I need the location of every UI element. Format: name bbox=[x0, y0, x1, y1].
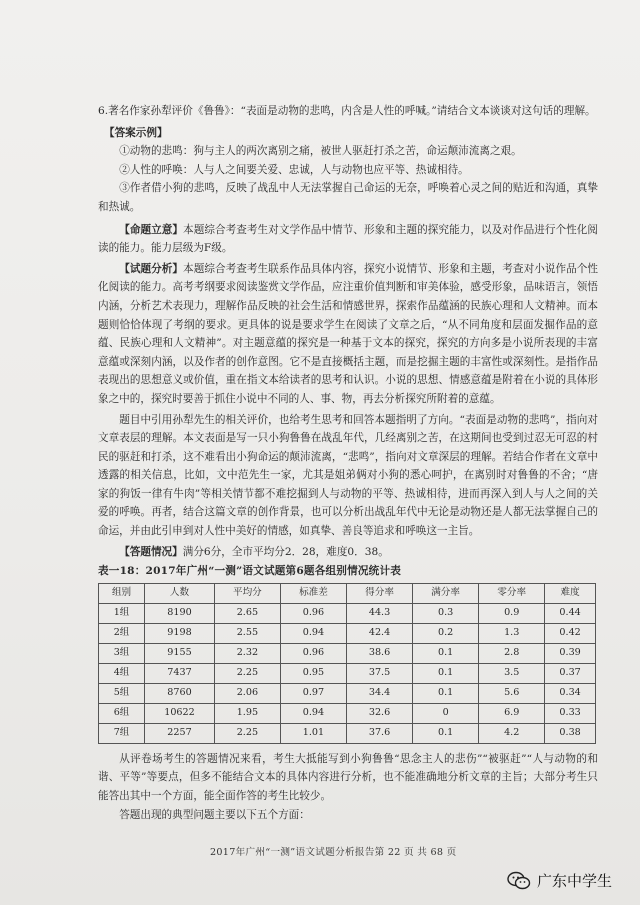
table-cell: 7组 bbox=[99, 723, 145, 743]
answer-situation-text: 满分6分，全市平均分2．28，难度0．38。 bbox=[182, 545, 389, 558]
table-row bbox=[99, 683, 596, 703]
table-cell: 8190 bbox=[145, 603, 215, 623]
table-cell: 0.1 bbox=[413, 683, 479, 703]
table-cell: 42.4 bbox=[347, 623, 413, 643]
table-cell: 0.96 bbox=[280, 643, 346, 663]
answer-item-1: ①动物的悲鸣：狗与主人的两次离别之痛，被世人驱赶打杀之苦，命运颠沛流离之艰。 bbox=[119, 145, 522, 158]
table-cell: 2.65 bbox=[214, 603, 280, 623]
table-title: 表一18：2017年广州“一测”语文试题第6题各组别情况统计表 bbox=[98, 565, 402, 578]
table-cell: 2.06 bbox=[214, 683, 280, 703]
table-cell: 32.6 bbox=[347, 703, 413, 723]
table-cell: 0.39 bbox=[545, 643, 596, 663]
analysis-text-1: 本题综合考查考生联系作品具体内容，探究小说情节、形象和主题，考查对小说作品个性化阅读的能力。高考考纲要求阅读鉴赏文学作品，应注重价值判断和审美体验，感受形象，品味语言，领悟内涵，分析艺术表现力，理解作品反映的社会生活和情感世界，探索作品蕴涵的民族心理和人文精神。而本题则恰恰体现了考纲的要求。更具体的说是要求学生在阅读了文章之后，“从不同角度和层面发掘作品的意蕴、民族心理和人文精神”。对主题意蕴的探究是一种基于文本的探究，探究的方向多是小说所表现的丰富意蕴或深刻内涵，以及作者的创作意图。它不是直接概括主题，而是挖掘主题的丰富性或深刻性。是指作品表现出的思想意义或价值，重在指文本给读者的思考和认识。小说的思想、情感意蕴是附着在小说的具体形象之中的，探究时要善于抓住小说中不同的人、事、物，再去分析探究所附着的意蕴。 bbox=[98, 262, 599, 405]
intent-paragraph bbox=[98, 221, 598, 258]
table-cell: 9155 bbox=[145, 643, 215, 663]
answer-situation-label: 【答题情况】 bbox=[119, 545, 183, 558]
table-cell: 1.3 bbox=[479, 623, 545, 643]
table-cell: 3组 bbox=[99, 643, 145, 663]
intent-label: 【命题立意】 bbox=[119, 223, 184, 236]
col-header: 难度 bbox=[545, 583, 596, 603]
table-cell: 0 bbox=[413, 703, 479, 723]
answer-example-label: 【答案示例】 bbox=[104, 126, 168, 139]
table-cell: 0.9 bbox=[479, 603, 545, 623]
table-cell: 0.94 bbox=[280, 703, 346, 723]
answer-situation-paragraph bbox=[98, 543, 598, 562]
table-cell: 0.38 bbox=[545, 723, 596, 743]
table-cell: 2.25 bbox=[214, 663, 280, 683]
table-cell: 0.42 bbox=[545, 623, 596, 643]
table-cell: 2组 bbox=[99, 623, 145, 643]
review-paragraph-2: 答题出现的典型问题主要以下五个方面： bbox=[119, 808, 310, 821]
question-6 bbox=[98, 102, 598, 121]
table-cell: 4.2 bbox=[479, 723, 545, 743]
answer-item-3: ③作者借小狗的悲鸣，反映了战乱中人无法掌握自己命运的无奈，呼唤着心灵之间的贴近和沟通，真挚和热诚。 bbox=[98, 182, 598, 213]
table-cell: 0.37 bbox=[545, 663, 596, 683]
table-row bbox=[99, 723, 596, 743]
table-cell: 0.44 bbox=[545, 603, 596, 623]
table-cell: 37.5 bbox=[347, 663, 413, 683]
col-header: 人数 bbox=[145, 583, 215, 603]
col-header: 满分率 bbox=[413, 583, 479, 603]
intent-text: 本题综合考查考生对文学作品中情节、形象和主题的探究能力，以及对作品进行个性化阅读的能力。能力层级为F级。 bbox=[98, 223, 599, 255]
analysis-paragraph-2: 题目中引用孙犁先生的相关评价，也给考生思考和回答本题指明了方向。“表面是动物的悲鸣”，指向对文章表层的理解。本文表面是写一只小狗鲁鲁在战乱年代，几经离别之苦，在这期间也受到过忍无可忍的村民的驱赶和打杀，这不难看出小狗命运的颠沛流离，“悲鸣”，指向对文章深层的理解。若结合作者在文章中透露的相关信息，比如，文中范先生一家，尤其是姐弟俩对小狗的悉心呵护，在离别时对鲁鲁的不舍；“唐家的狗饭一律有牛肉”等相关情节都不难挖掘到人与动物的平等、热诚相待，进而再深入到人与人之间的关爱的呼唤。再者，结合这篇文章的创作背景，也可以分析出战乱年代中无论是动物还是人都无法掌握自己的命运，并由此引申到对人性中美好的情感，如真挚、善良等追求和呼唤这一主旨。 bbox=[98, 413, 598, 538]
review-paragraph-1: 从评卷场考生的答题情况来看，考生大抵能写到小狗鲁鲁“思念主人的悲伤”“被驱赶”“人与动物的和谐、平等”等要点，但多不能结合文本的具体内容进行分析，也不能准确地分析文章的主旨；大部分考生只能答出其中一个方面，能全面作答的考生比较少。 bbox=[98, 752, 598, 803]
table-row bbox=[99, 603, 596, 623]
table-cell: 44.3 bbox=[347, 603, 413, 623]
table-cell: 0.97 bbox=[280, 683, 346, 703]
table-row bbox=[99, 663, 596, 683]
table-cell: 0.1 bbox=[413, 643, 479, 663]
table-cell: 0.94 bbox=[280, 623, 346, 643]
table-cell: 3.5 bbox=[479, 663, 545, 683]
answer-item-2: ②人性的呼唤：人与人之间要关爱、忠诚，人与动物也应平等、热诚相待。 bbox=[119, 163, 469, 176]
table-cell: 6组 bbox=[99, 703, 145, 723]
table-cell: 0.3 bbox=[413, 603, 479, 623]
table-cell: 0.1 bbox=[413, 663, 479, 683]
table-cell: 5组 bbox=[99, 683, 145, 703]
analysis-paragraph-1 bbox=[98, 260, 598, 409]
col-header: 得分率 bbox=[347, 583, 413, 603]
table-cell: 2.8 bbox=[479, 643, 545, 663]
table-cell: 10622 bbox=[145, 703, 215, 723]
table-row bbox=[99, 703, 596, 723]
table-cell: 34.4 bbox=[347, 683, 413, 703]
table-cell: 0.1 bbox=[413, 723, 479, 743]
table-row bbox=[99, 643, 596, 663]
table-cell: 1组 bbox=[99, 603, 145, 623]
table-cell: 2.32 bbox=[214, 643, 280, 663]
watermark bbox=[507, 870, 612, 891]
analysis-label: 【试题分析】 bbox=[119, 262, 184, 275]
table-cell: 0.96 bbox=[280, 603, 346, 623]
table-cell: 0.2 bbox=[413, 623, 479, 643]
table-cell: 0.33 bbox=[545, 703, 596, 723]
col-header: 平均分 bbox=[214, 583, 280, 603]
table-cell: 9198 bbox=[145, 623, 215, 643]
page-content bbox=[98, 102, 598, 824]
table-cell: 37.6 bbox=[347, 723, 413, 743]
table-row bbox=[99, 623, 596, 643]
question-text: 著名作家孙犁评价《鲁鲁》：“表面是动物的悲鸣，内含是人性的呼喊。”请结合文本谈谈对这句话的理解。 bbox=[108, 105, 596, 117]
table-cell: 2257 bbox=[145, 723, 215, 743]
table-cell: 38.6 bbox=[347, 643, 413, 663]
stats-table bbox=[98, 583, 596, 744]
table-header-row bbox=[99, 583, 596, 603]
table-cell: 2.25 bbox=[214, 723, 280, 743]
table-cell: 5.6 bbox=[479, 683, 545, 703]
wechat-icon bbox=[507, 871, 531, 891]
question-number: 6. bbox=[98, 105, 109, 117]
col-header: 标准差 bbox=[280, 583, 346, 603]
watermark-text: 广东中学生 bbox=[536, 872, 612, 890]
table-cell: 4组 bbox=[99, 663, 145, 683]
page-footer: 2017年广州“一测”语文试题分析报告第 22 页 共 68 页 bbox=[210, 847, 457, 858]
table-cell: 1.01 bbox=[280, 723, 346, 743]
col-header: 零分率 bbox=[479, 583, 545, 603]
table-cell: 0.95 bbox=[280, 663, 346, 683]
table-cell: 0.34 bbox=[545, 683, 596, 703]
table-cell: 1.95 bbox=[214, 703, 280, 723]
table-cell: 2.55 bbox=[214, 623, 280, 643]
col-header: 组别 bbox=[99, 583, 145, 603]
table-cell: 6.9 bbox=[479, 703, 545, 723]
table-cell: 8760 bbox=[145, 683, 215, 703]
table-cell: 7437 bbox=[145, 663, 215, 683]
